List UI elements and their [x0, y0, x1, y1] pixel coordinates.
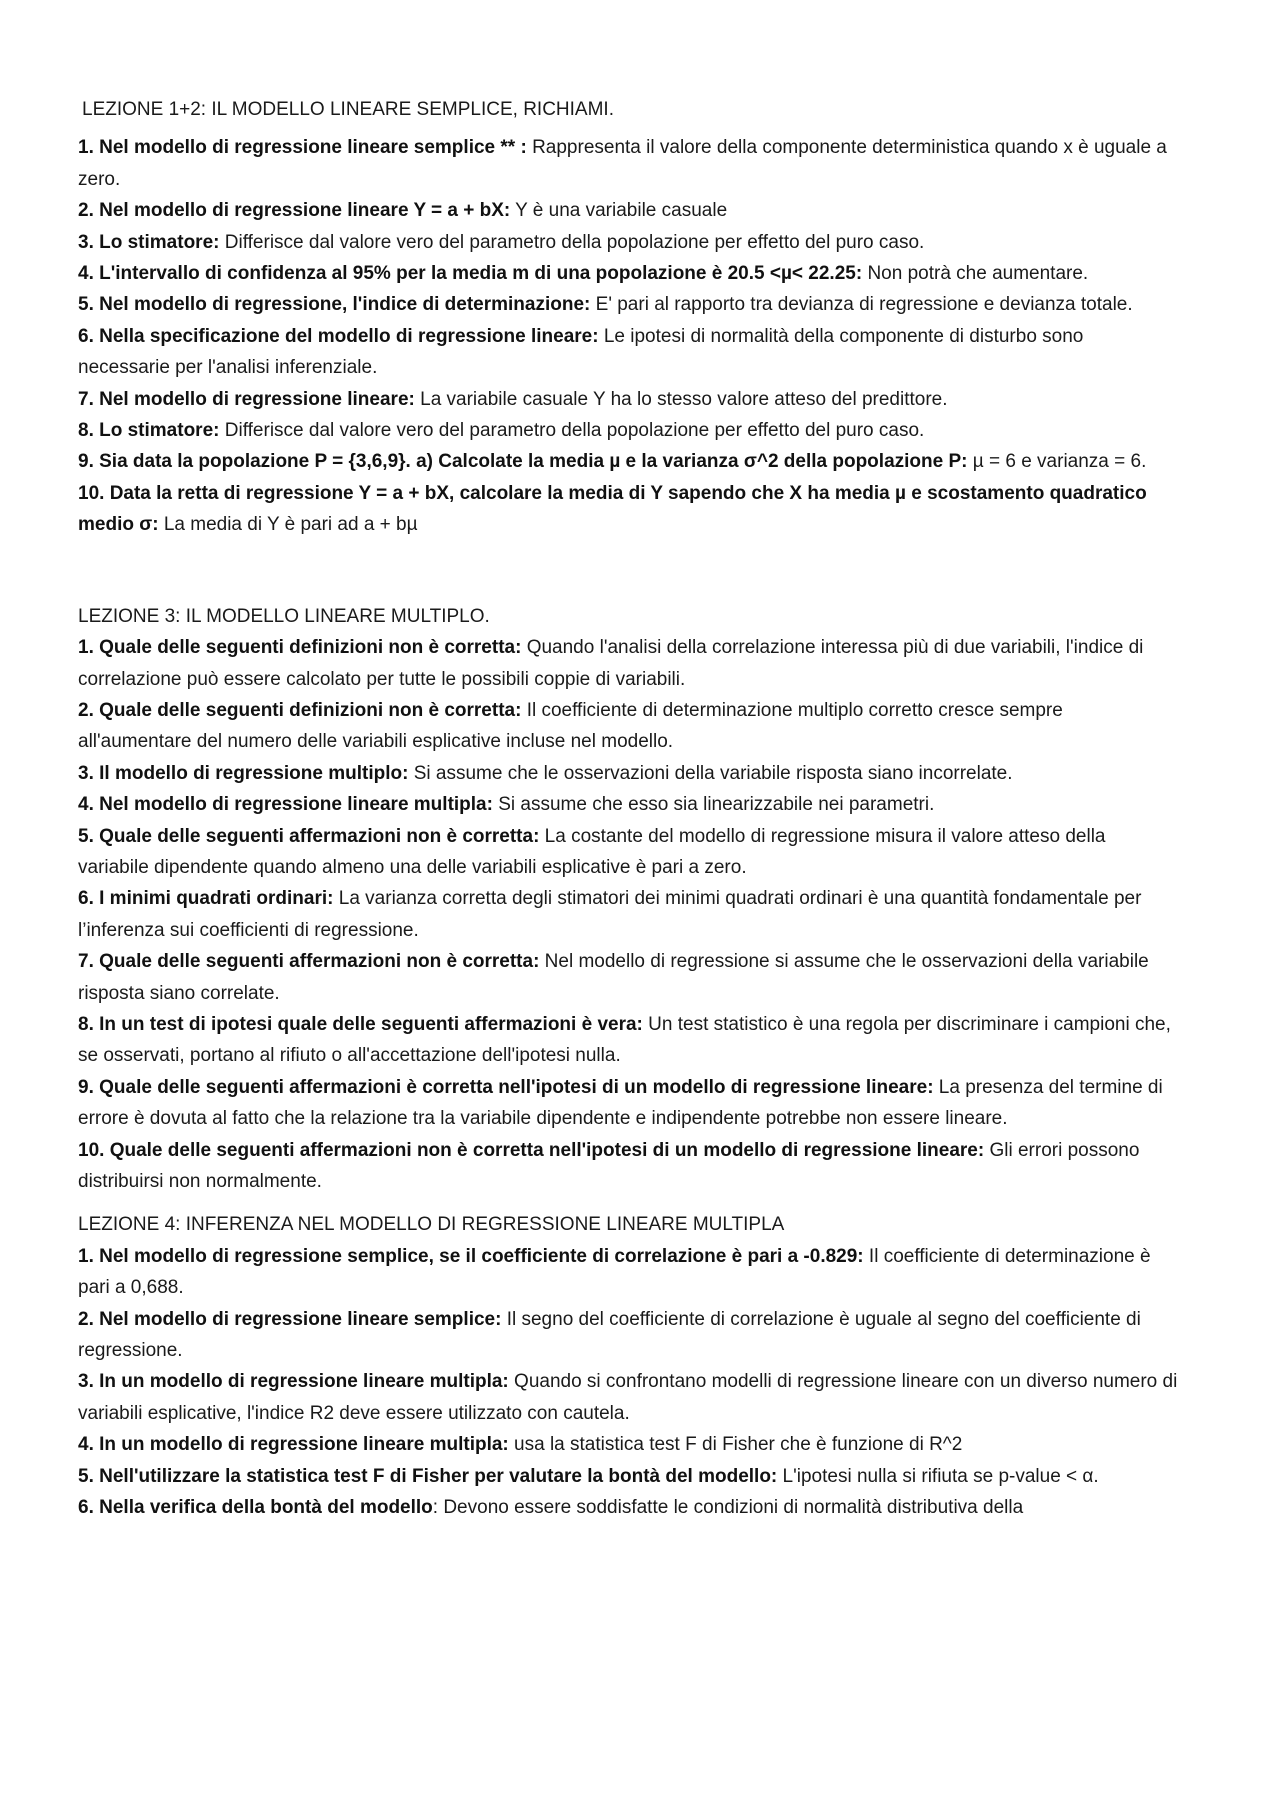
question-text: 4. Nel modello di regressione lineare multipla: [78, 794, 493, 816]
question-text: 1. Nel modello di regressione lineare semplice ** : [78, 137, 527, 159]
question-item [78, 321, 1178, 384]
answer-text: usa la statistica test F di Fisher che è funzione di R^2 [508, 1434, 963, 1456]
answer-text: Non potrà che aumentare. [862, 263, 1089, 285]
question-item [78, 758, 1178, 789]
question-item [78, 446, 1178, 477]
question-text: 1. Nel modello di regressione semplice, se il coefficiente di correlazione è pari a -0.829: [78, 1245, 864, 1267]
answer-text: La media di Y è pari ad a + bµ [158, 514, 418, 536]
answer-text: Gli errori possono distribuirsi non normalmente. [78, 1139, 1140, 1192]
question-text: 5. Nel modello di regressione, l'indice di determinazione: [78, 294, 591, 316]
answer-text: Y è una variabile casuale [510, 200, 728, 222]
section-lezione-1-2 [78, 94, 1178, 541]
answer-text: Il segno del coefficiente di correlazione è uguale al segno del coefficiente di regressione. [78, 1308, 1141, 1362]
question-item [78, 821, 1178, 884]
question-item [78, 1072, 1178, 1135]
question-text: 9. Sia data la popolazione P = {3,6,9}. a) Calcolate la media µ e la varianza σ^2 della popolazione P: [78, 451, 968, 473]
question-text: 9. Quale delle seguenti affermazioni è corretta nell'ipotesi di un modello di regressione lineare: [78, 1076, 934, 1098]
question-text: 3. Il modello di regressione multiplo: [78, 762, 409, 784]
question-item [78, 1135, 1178, 1198]
question-text: 5. Nell'utilizzare la statistica test F di Fisher per valutare la bontà del modello: [78, 1465, 778, 1487]
section-title: LEZIONE 4: INFERENZA NEL MODELLO DI REGRESSIONE LINEARE MULTIPLA [78, 1214, 785, 1236]
question-item [78, 695, 1178, 758]
question-text: 6. I minimi quadrati ordinari: [78, 888, 334, 910]
question-item [78, 478, 1178, 541]
document-page [78, 94, 1178, 1523]
question-text: 5. Quale delle seguenti affermazioni non è corretta: [78, 825, 540, 847]
section-lezione-4 [78, 1209, 1178, 1523]
answer-text: L'ipotesi nulla si rifiuta se p-value < α. [777, 1465, 1099, 1487]
question-item [78, 1366, 1178, 1429]
answer-text: Il coefficiente di determinazione è pari a 0,688. [78, 1245, 1151, 1299]
question-item [78, 132, 1178, 195]
question-text: 7. Quale delle seguenti affermazioni non è corretta: [78, 951, 540, 973]
question-text: 10. Quale delle seguenti affermazioni non è corretta nell'ipotesi di un modello di regressione lineare: [78, 1139, 985, 1161]
answer-text: Le ipotesi di normalità della componente di disturbo sono necessarie per l'analisi inferenziale. [78, 325, 1084, 379]
question-item [78, 1492, 1178, 1523]
question-item [78, 227, 1178, 258]
answer-text: µ = 6 e varianza = 6. [967, 451, 1147, 473]
answer-text: Nel modello di regressione si assume che le osservazioni della variabile risposta siano correlate. [78, 951, 1149, 1004]
question-text: 6. Nella specificazione del modello di regressione lineare: [78, 325, 599, 347]
question-text: 8. In un test di ipotesi quale delle seguenti affermazioni è vera: [78, 1013, 643, 1035]
answer-text: Quando si confrontano modelli di regressione lineare con un diverso numero di variabili esplicative, l'indice R2 deve essere utilizzato con cautela. [78, 1371, 1178, 1424]
question-text: 7. Nel modello di regressione lineare: [78, 388, 415, 410]
question-text: 1. Quale delle seguenti definizioni non è corretta: [78, 637, 522, 659]
answer-text: : Devono essere soddisfatte le condizioni di normalità distributiva della [432, 1497, 1024, 1519]
answer-text: La varianza corretta degli stimatori dei minimi quadrati ordinari è una quantità fondamentale per l’inferenza sui coefficienti di regressione. [78, 888, 1142, 941]
answer-text: Un test statistico è una regola per discriminare i campioni che, se osservati, portano al rifiuto o all'accettazione dell'ipotesi nulla. [78, 1013, 1171, 1067]
answer-text: Quando l'analisi della correlazione interessa più di due variabili, l'indice di correlazione può essere calcolato per tutte le possibili coppie di variabili. [78, 637, 1144, 690]
question-item [78, 195, 1178, 226]
question-text: 4. L'intervallo di confidenza al 95% per la media m di una popolazione è 20.5 <µ< 22.25: [78, 263, 863, 285]
answer-text: E' pari al rapporto tra devianza di regressione e devianza totale. [590, 294, 1133, 316]
answer-text: La presenza del termine di errore è dovuta al fatto che la relazione tra la variabile dipendente e indipendente potrebbe non essere lineare. [78, 1076, 1163, 1130]
answer-text: Differisce dal valore vero del parametro della popolazione per effetto del puro caso. [219, 231, 925, 253]
question-item [78, 258, 1178, 289]
question-text: 3. Lo stimatore: [78, 231, 220, 253]
question-text: 3. In un modello di regressione lineare multipla: [78, 1371, 509, 1393]
question-item [78, 789, 1178, 820]
question-item [78, 415, 1178, 446]
question-text: 4. In un modello di regressione lineare multipla: [78, 1434, 509, 1456]
question-item [78, 289, 1178, 320]
question-text: 10. Data la retta di regressione Y = a + bX, calcolare la media di Y sapendo che X ha media µ e scostamento quadratico medio σ: [78, 482, 1147, 536]
answer-text: La variabile casuale Y ha lo stesso valore atteso del predittore. [414, 388, 948, 410]
answer-text: Differisce dal valore vero del parametro della popolazione per effetto del puro caso. [219, 420, 925, 442]
question-text: 2. Quale delle seguenti definizioni non è corretta: [78, 699, 522, 721]
answer-text: Il coefficiente di determinazione multiplo corretto cresce sempre all'aumentare del numero delle variabili esplicative incluse nel modello. [78, 699, 1063, 753]
question-item [78, 1241, 1178, 1304]
question-item [78, 883, 1178, 946]
question-item [78, 1461, 1178, 1492]
section-title: LEZIONE 1+2: IL MODELLO LINEARE SEMPLICE, RICHIAMI. [82, 99, 614, 120]
answer-text: Rappresenta il valore della componente deterministica quando x è uguale a zero. [78, 137, 1167, 190]
question-item [78, 1429, 1178, 1460]
section-lezione-3 [78, 601, 1178, 1198]
question-text: 6. Nella verifica della bontà del modello [78, 1497, 433, 1519]
question-text: 2. Nel modello di regressione lineare Y = a + bX: [78, 200, 511, 222]
question-text: 2. Nel modello di regressione lineare semplice: [78, 1308, 502, 1330]
question-text: 8. Lo stimatore: [78, 420, 220, 442]
section-title: LEZIONE 3: IL MODELLO LINEARE MULTIPLO. [78, 605, 490, 627]
question-item [78, 1304, 1178, 1367]
answer-text: Si assume che esso sia linearizzabile nei parametri. [492, 794, 935, 816]
answer-text: Si assume che le osservazioni della variabile risposta siano incorrelate. [408, 762, 1013, 784]
question-item [78, 632, 1178, 695]
question-item [78, 1009, 1178, 1072]
question-item [78, 946, 1178, 1009]
answer-text: La costante del modello di regressione misura il valore atteso della variabile dipendente quando almeno una delle variabili esplicative è pari a zero. [78, 825, 1106, 878]
question-item [78, 384, 1178, 415]
